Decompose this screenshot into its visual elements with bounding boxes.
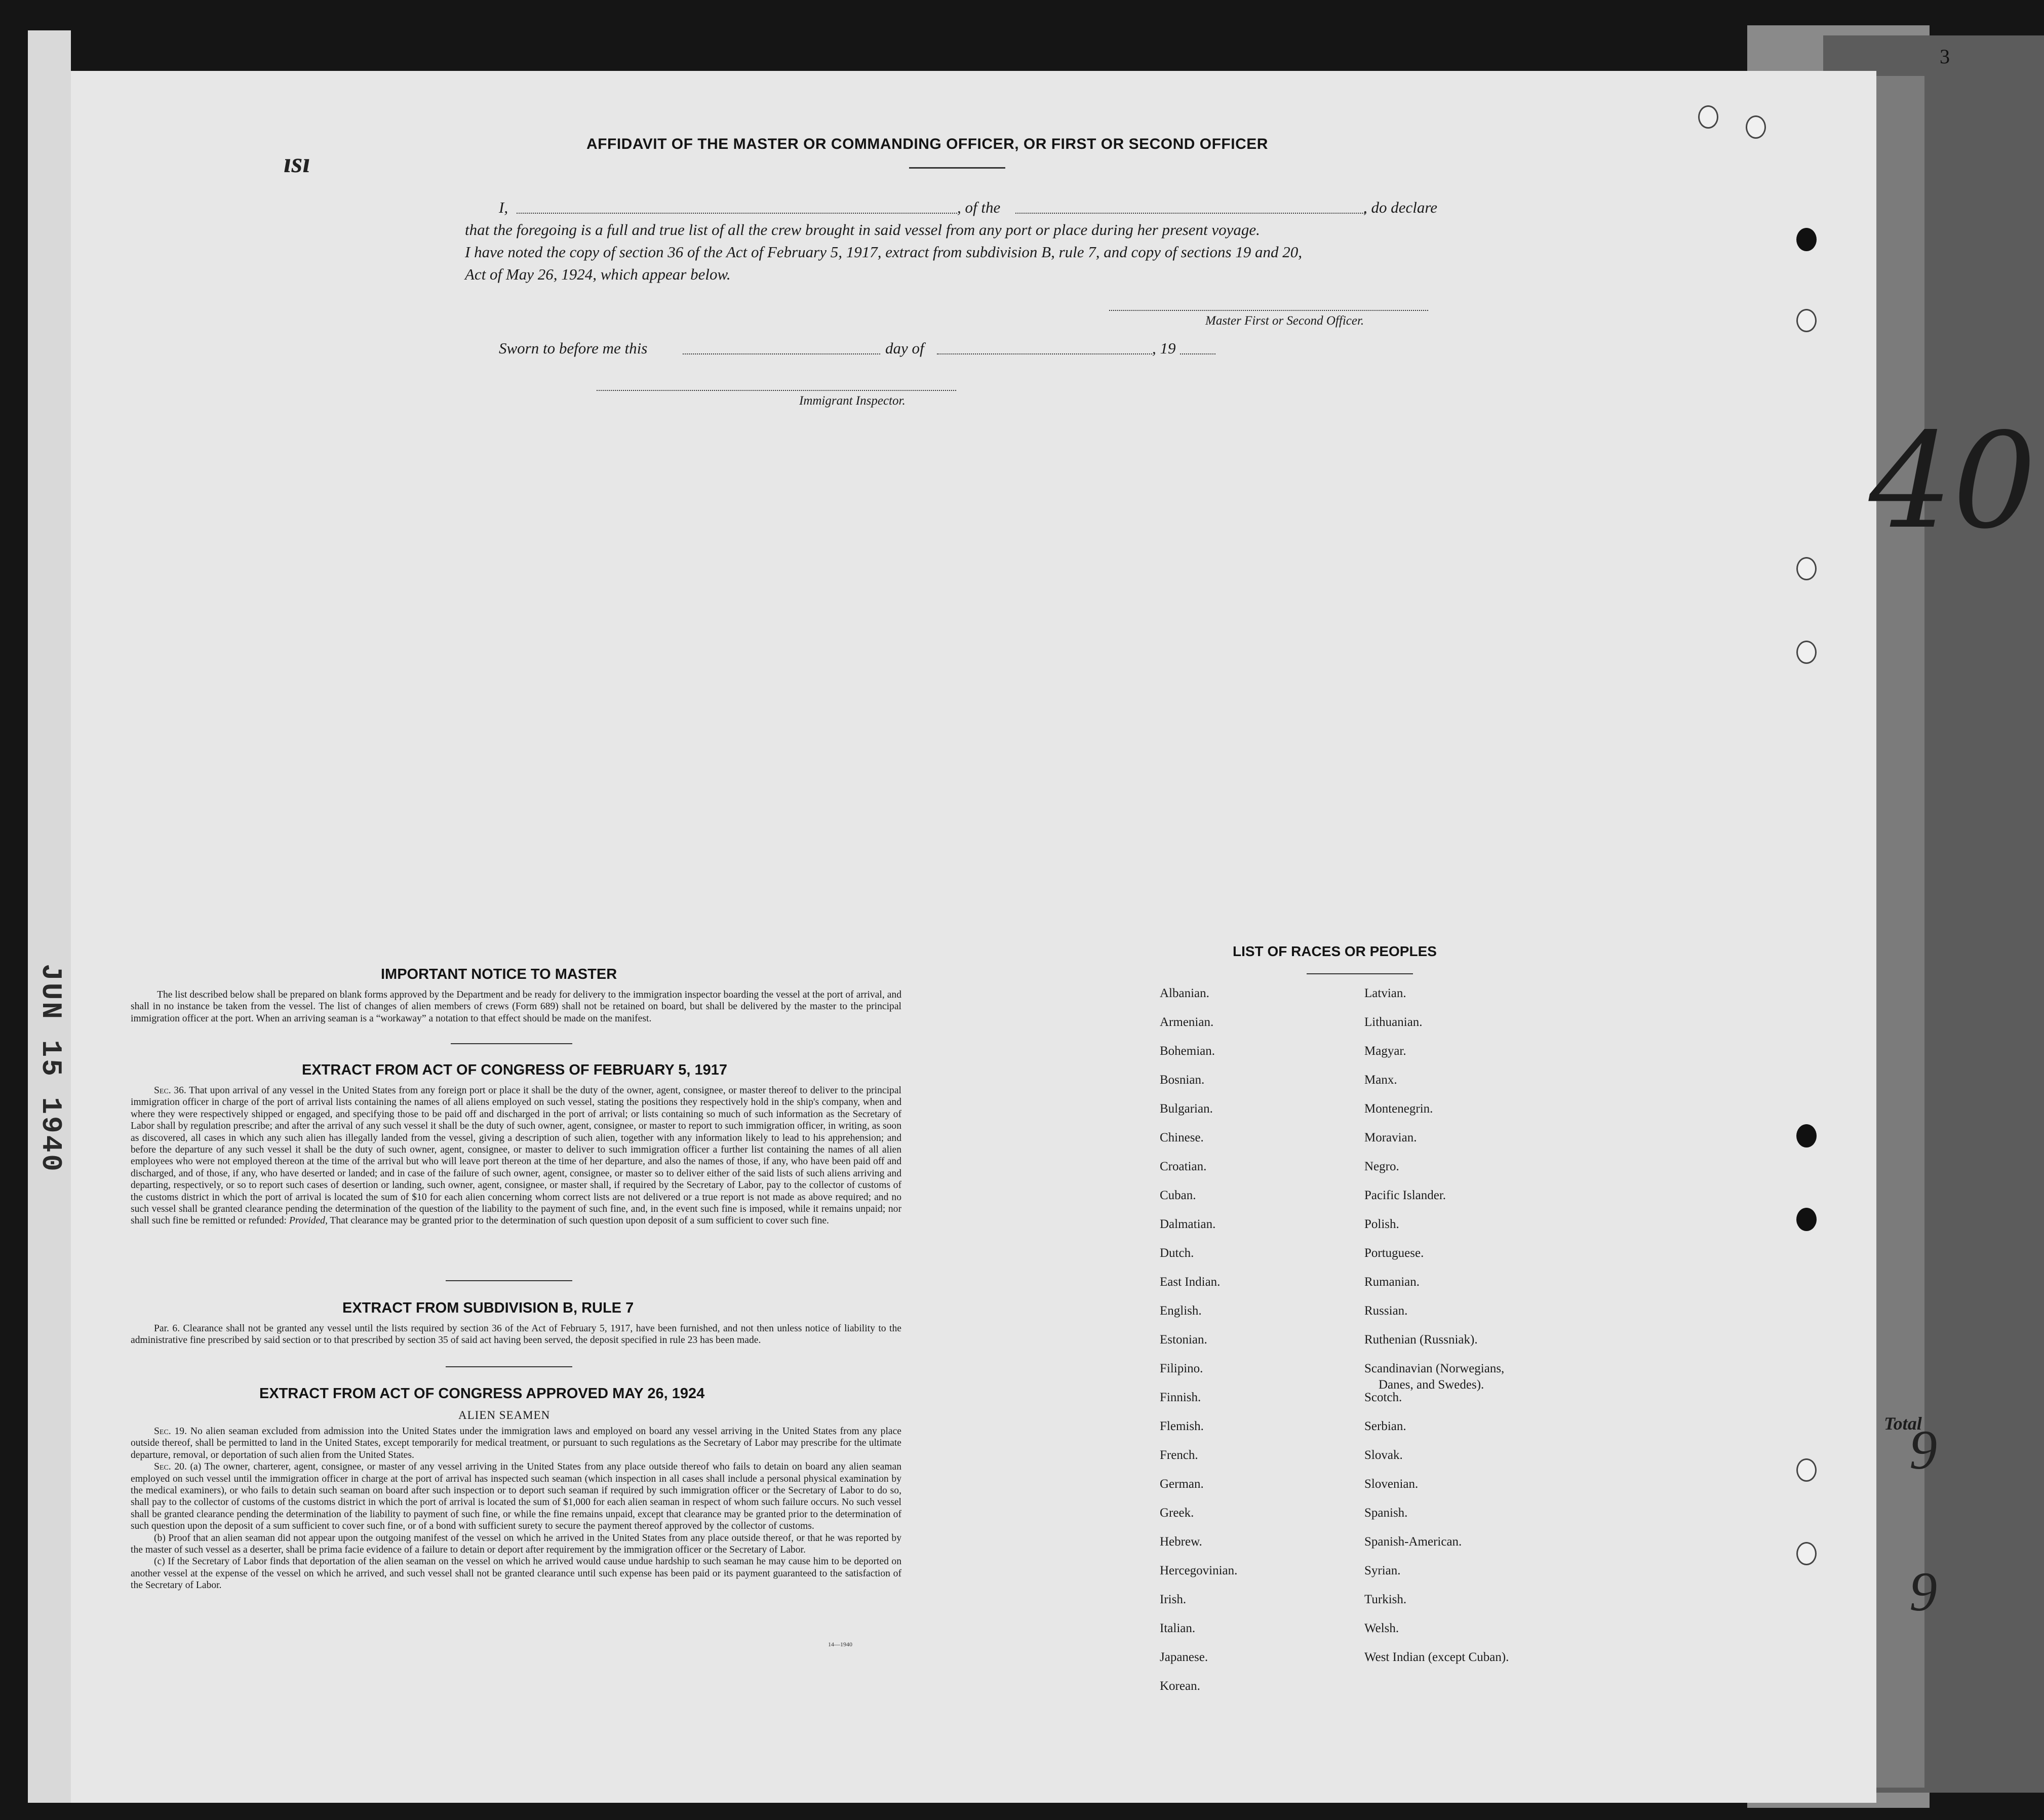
- race-item: Bosnian.: [1160, 1073, 1205, 1087]
- extract-rule7-rule: [446, 1366, 572, 1367]
- race-item: Estonian.: [1160, 1333, 1207, 1347]
- race-item: East Indian.: [1160, 1275, 1221, 1289]
- race-item: Hebrew.: [1160, 1535, 1202, 1549]
- master-signature-line: [1109, 310, 1428, 311]
- race-item: Chinese.: [1160, 1131, 1204, 1144]
- race-item: Bulgarian.: [1160, 1102, 1213, 1116]
- punch-hole: [1796, 641, 1817, 664]
- stamp-date: JUN 15 1940: [34, 964, 67, 1173]
- punch-hole: [1796, 228, 1817, 251]
- total-label: Total: [1884, 1413, 1922, 1434]
- extract-rule7-title: EXTRACT FROM SUBDIVISION B, RULE 7: [342, 1300, 634, 1316]
- race-item: Korean.: [1160, 1679, 1200, 1693]
- race-item: Slovak.: [1364, 1448, 1403, 1462]
- section-19-lead: Sec. 19.: [154, 1426, 187, 1437]
- race-item: Dutch.: [1160, 1246, 1194, 1260]
- race-item: Danes, and Swedes).: [1379, 1378, 1484, 1392]
- affidavit-line1-mid: , of the: [957, 199, 1001, 216]
- race-item: Spanish-American.: [1364, 1535, 1462, 1549]
- race-item: Magyar.: [1364, 1044, 1406, 1058]
- section-20-lead: Sec. 20.: [154, 1461, 187, 1473]
- section-19: [131, 1426, 901, 1461]
- section-20b: (b) Proof that an alien seaman did not appear upon the outgoing manifest of the vessel on which he arrived in the United States from any place outside thereof, or that he was reported by the master of such vessel as a deserter, shall be prima facie evidence of a failure to detain or deport after requirement by the immigration officer or the Secretary of Labor.: [131, 1532, 901, 1556]
- race-item: Albanian.: [1160, 986, 1209, 1000]
- extract-1924-text: [131, 1426, 901, 1592]
- race-item: English.: [1160, 1304, 1202, 1318]
- race-item: Rumanian.: [1364, 1275, 1420, 1289]
- title-rule: [909, 167, 1005, 169]
- extract-1917-lead: Sec. 36.: [154, 1085, 186, 1096]
- race-item: Italian.: [1160, 1621, 1196, 1635]
- affidavit-line3: I have noted the copy of section 36 of the Act of February 5, 1917, extract from subdivision B, rule 7, and copy of sections 19 and 20,: [465, 243, 1303, 261]
- total-value-1: 9: [1909, 1419, 1937, 1481]
- affidavit-line2: that the foregoing is a full and true list of all the crew brought in said vessel from any port or place during her present voyage.: [465, 221, 1260, 239]
- race-item: Negro.: [1364, 1160, 1399, 1173]
- affidavit-title: AFFIDAVIT OF THE MASTER OR COMMANDING OFFICER, OR FIRST OR SECOND OFFICER: [586, 136, 1268, 152]
- section-19-body: No alien seaman excluded from admission into the United States under the immigration laws and employed on board any vessel arriving in the United States from any place outside thereof, shall be permitted to land in the United States, except temporarily for medical treatment, or pursuant to such regulations as the Secretary of Labor may prescribe for the ultimate departure, removal, or deportation of such alien from the United States.: [131, 1426, 902, 1460]
- race-item: Croatian.: [1160, 1160, 1207, 1173]
- race-item: Lithuanian.: [1364, 1015, 1423, 1029]
- extract-1917-text: [131, 1085, 901, 1227]
- race-item: Syrian.: [1364, 1564, 1401, 1577]
- affidavit-line1-start: I,: [499, 199, 508, 216]
- punch-hole: [1796, 1458, 1817, 1482]
- date-stamp: [25, 964, 76, 1173]
- notice-text: The list described below shall be prepared on blank forms approved by the Department and be ready for delivery to the immigration inspector boarding the vessel at the port of arrival, and shall in no instance be taken from the vessel. The list of changes of alien members of crews (Form 689) shall not be retained on board, but shall be delivered by the master to the principal immigration officer at the port. When an arriving seaman is a “workaway” a notation to that effect should be made on the manifest.: [131, 990, 901, 1024]
- race-item: Filipino.: [1160, 1362, 1203, 1375]
- race-item: Japanese.: [1160, 1650, 1208, 1664]
- affidavit-line1-end: , do declare: [1363, 199, 1438, 216]
- race-item: Armenian.: [1160, 1015, 1214, 1029]
- race-item: Serbian.: [1364, 1419, 1406, 1433]
- race-item: Polish.: [1364, 1217, 1399, 1231]
- notice-title: IMPORTANT NOTICE TO MASTER: [381, 966, 617, 982]
- race-item: Irish.: [1160, 1593, 1187, 1606]
- extract-1924-title: EXTRACT FROM ACT OF CONGRESS APPROVED MAY 26, 1924: [259, 1386, 705, 1402]
- race-item: Spanish.: [1364, 1506, 1408, 1520]
- race-item: Russian.: [1364, 1304, 1408, 1318]
- section-20c: (c) If the Secretary of Labor finds that deportation of the alien seaman on the vessel on which he arrived would cause undue hardship to such seaman he may cause him to be deported on another vessel at the expense of the vessel on which he arrived, and such vessel shall not be granted clearance until such expense has been paid or its payment guaranteed to the satisfaction of the Secretary of Labor.: [131, 1556, 901, 1591]
- sworn-month-blank: [937, 353, 1152, 354]
- extract-rule7-text: Par. 6. Clearance shall not be granted any vessel until the lists required by section 36 of the Act of February 5, 1917, have been furnished, and not then unless notice of liability to the administrative fine prescribed by said section or to that prescribed by section 35 of said act having been served, the deposit specified in rule 23 has been made.: [131, 1323, 901, 1346]
- master-label: Master First or Second Officer.: [1205, 314, 1364, 328]
- race-item: Montenegrin.: [1364, 1102, 1433, 1116]
- handwritten-number: 40: [1869, 405, 2036, 558]
- extract-1917-tail: That clearance may be granted prior to the determination of such question upon deposit of a sum sufficient to cover such fine.: [330, 1215, 829, 1226]
- punch-hole: [1698, 105, 1718, 129]
- total-value-2: 9: [1909, 1561, 1937, 1623]
- race-item: Pacific Islander.: [1364, 1189, 1446, 1202]
- notice-rule: [451, 1043, 572, 1044]
- races-title: LIST OF RACES OR PEOPLES: [1233, 943, 1437, 959]
- extract-1917-title: EXTRACT FROM ACT OF CONGRESS OF FEBRUARY 5, 1917: [302, 1062, 728, 1078]
- extract-1924-subtitle: ALIEN SEAMEN: [458, 1409, 551, 1421]
- sworn-day-blank: [683, 353, 880, 354]
- punch-hole: [1796, 557, 1817, 580]
- extract-1917-proviso: Provided,: [289, 1215, 328, 1226]
- race-item: Portuguese.: [1364, 1246, 1424, 1260]
- race-item: Turkish.: [1364, 1593, 1407, 1606]
- affidavit-line4: Act of May 26, 1924, which appear below.: [465, 265, 731, 283]
- race-item: Welsh.: [1364, 1621, 1399, 1635]
- race-item: Manx.: [1364, 1073, 1397, 1087]
- race-item: Hercegovinian.: [1160, 1564, 1238, 1577]
- corner-number: 3: [1940, 45, 1950, 68]
- extract-1917-body: That upon arrival of any vessel in the United States from any foreign port or place it shall be the duty of the owner, agent, consignee, or master thereof to deliver to the principal immigration officer in charge of the port of arrival lists containing the names of all aliens employed on such vessel, stating the positions they respectively hold in the ship's company, when and where they were respectively shipped or engaged, and specifying those to be paid off and discharged in the port of arrival; or lists containing so much of such information as the Secretary of Labor shall by regulation prescribe; and after the arrival of any such vessel it shall be the duty of such owner, agent, consignee, or master to report to such immigration officer, in writing, as soon as discovered, all cases in which any such alien has illegally landed from the vessel, giving a description of such alien, together with any information likely to lead to his apprehension; and before the departure of any such vessel it shall be the duty of such owner, agent, consignee, or master to deliver to such immigration officer a further list containing the names of all alien employees who were not employed thereon at the time of the arrival but who will leave port thereon at the time of her departure, and also the names of those, if any, who have been paid off and discharged, and of those, if any, who have deserted or landed; and in case of the failure of such owner, agent, consignee, or master so to deliver either of the said lists of such aliens arriving and departing, respectively, or so to report such cases of desertion or landing, such owner, agent, consignee, or master shall, if required by the Secretary of Labor, pay to the collector of customs of the customs district in which the port of arrival is located the sum of $10 for each alien concerning whom correct lists are not delivered or a true report is not made as above required; and no such vessel shall be granted clearance pending the determination of the question of the liability to the payment of such fine, and, in the event such fine is imposed, while it remains unpaid; nor shall such fine be remitted or refunded:: [131, 1085, 901, 1226]
- race-item: Finnish.: [1160, 1391, 1201, 1404]
- race-item: French.: [1160, 1448, 1198, 1462]
- punch-hole: [1796, 1542, 1817, 1565]
- race-item: West Indian (except Cuban).: [1364, 1650, 1509, 1664]
- inspector-signature-line: [597, 390, 956, 391]
- race-item: Dalmatian.: [1160, 1217, 1216, 1231]
- race-item: Moravian.: [1364, 1131, 1417, 1144]
- race-item: German.: [1160, 1477, 1204, 1491]
- left-binding-strip: [28, 30, 71, 1803]
- section-20a: [131, 1461, 901, 1532]
- punch-hole: [1796, 309, 1817, 332]
- punch-hole: [1746, 115, 1766, 139]
- extract-1917-rule: [446, 1280, 572, 1281]
- form-number: 14—1940: [828, 1641, 852, 1648]
- race-item: Bohemian.: [1160, 1044, 1215, 1058]
- vessel-blank: [1015, 213, 1365, 214]
- races-title-rule: [1307, 973, 1413, 974]
- race-item: Flemish.: [1160, 1419, 1204, 1433]
- punch-hole: [1796, 1124, 1817, 1148]
- race-item: Greek.: [1160, 1506, 1194, 1520]
- race-item: Cuban.: [1160, 1189, 1196, 1202]
- inspector-label: Immigrant Inspector.: [799, 394, 906, 408]
- race-item: Ruthenian (Russniak).: [1364, 1333, 1478, 1347]
- sworn-year-blank: [1180, 353, 1215, 354]
- race-item: Scotch.: [1364, 1391, 1402, 1404]
- name-blank: [517, 213, 957, 214]
- sworn-day-of: day of: [885, 339, 924, 357]
- race-item: Scandinavian (Norwegians,: [1364, 1362, 1505, 1375]
- sworn-year: , 19: [1152, 339, 1176, 357]
- sworn-text: Sworn to before me this: [499, 339, 648, 357]
- page-mark: ısı: [284, 147, 310, 179]
- race-item: Latvian.: [1364, 986, 1406, 1000]
- section-20a-body: (a) The owner, charterer, agent, consignee, or master of any vessel arriving in the United States from any place outside thereof who fails to detain on board any alien seaman employed on such vessel until the immigration officer in charge at the port of arrival has inspected such seaman (which inspection in all cases shall include a personal physical examination by the medical examiners), or who fails to detain such seaman on board after such inspection or to deport such seaman if required by such immigration officer or the Secretary of Labor to do so, shall pay to the collector of customs of the customs district in which the port of arrival is located the sum of $1,000 for each alien seaman in respect of whom such failure occurs. No such vessel shall be granted clearance pending the determination of the liability to payment of such fine, or while the fine remains unpaid, except that clearance may be granted prior to the determination of such question upon the deposit of a sum sufficient to cover such fine, or of a bond with sufficient surety to secure the payment thereof approved by the collector of customs.: [131, 1461, 901, 1532]
- race-item: Slovenian.: [1364, 1477, 1419, 1491]
- punch-hole: [1796, 1208, 1817, 1231]
